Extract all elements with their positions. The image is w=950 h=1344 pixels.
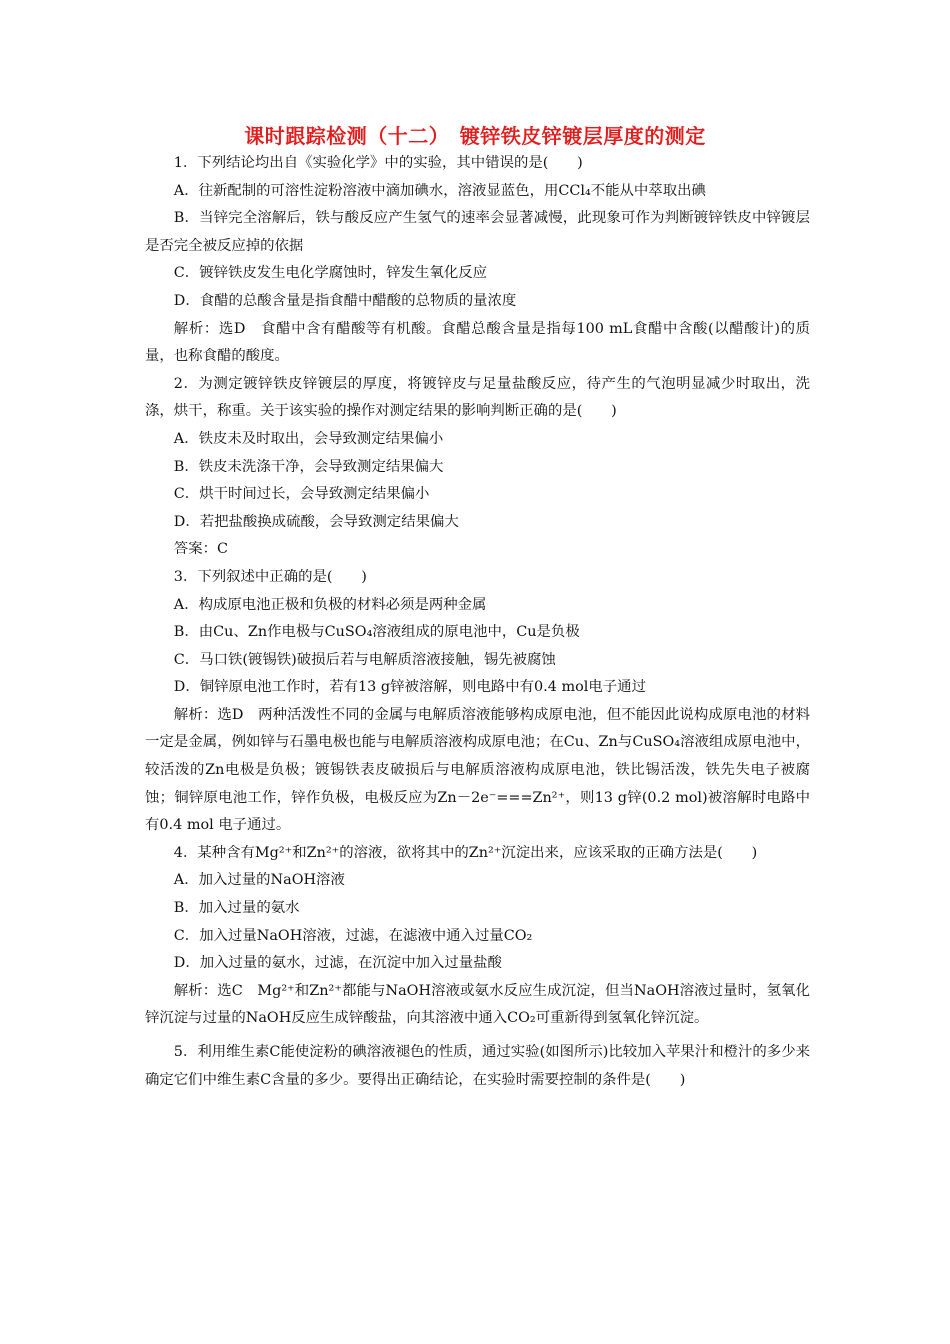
question-3-analysis: 解析：选D 两种活泼性不同的金属与电解质溶液能够构成原电池，但不能因此说构成原电池的材料一定是金属，例如锌与石墨电极也能与电解质溶液构成原电池；在Cu、Zn与CuSO₄溶液组成原电池中，较活泼的Zn电极是负极；镀锡铁表皮破损后与电解质溶液构成原电池，铁比锡活泼，铁先失电子被腐蚀；铜锌原电池工作，锌作负极，电极反应为Zn－2e⁻===Zn²⁺，则13 g锌(0.2 mol)被溶解时电路中有0.4 mol 电子通过。 [145,706,810,834]
question-2-stem: 2．为测定镀锌铁皮锌镀层的厚度，将镀锌皮与足量盐酸反应，待产生的气泡明显减少时取出，洗涤，烘干，称重。关于该实验的操作对测定结果的影响判断正确的是( ) [145,375,810,420]
question-3-stem: 3．下列叙述中正确的是( ) [173,568,367,585]
question-4-stem: 4．某种含有Mg²⁺和Zn²⁺的溶液，欲将其中的Zn²⁺沉淀出来，应该采取的正确方法是( ) [173,844,758,861]
page-title: 课时跟踪检测（十二） 镀锌铁皮锌镀层厚度的测定 [244,124,706,148]
question-1-option-a: A．往新配制的可溶性淀粉溶液中滴加碘水，溶液显蓝色，用CCl₄不能从中萃取出碘 [173,182,706,199]
question-3-option-d: D．铜锌原电池工作时，若有13 g锌被溶解，则电路中有0.4 mol电子通过 [173,679,646,696]
question-1-stem: 1．下列结论均出自《实验化学》中的实验，其中错误的是( ) [173,155,583,171]
question-4-analysis: 解析：选C Mg²⁺和Zn²⁺都能与NaOH溶液或氨水反应生成沉淀，但当NaOH溶液过量时，氢氧化锌沉淀与过量的NaOH反应生成锌酸盐，向其溶液中通入CO₂可重新得到氢氧化锌沉淀。 [145,982,810,1027]
question-2-option-a: A．铁皮未及时取出，会导致测定结果偏小 [173,430,444,447]
question-1-analysis: 解析：选D 食醋中含有醋酸等有机酸。食醋总酸含量是指每100 mL食醋中含酸(以醋酸计)的质量，也称食醋的酸度。 [145,320,810,365]
question-4-option-b: B．加入过量的氨水 [173,900,300,917]
question-1-option-d: D．食醋的总酸含量是指食醋中醋酸的总物质的量浓度 [173,292,517,309]
question-4-option-a: A．加入过量的NaOH溶液 [173,872,345,889]
question-4-option-c: C．加入过量NaOH溶液，过滤，在滤液中通入过量CO₂ [173,927,533,944]
question-3-option-c: C．马口铁(镀锡铁)破损后若与电解质溶液接触，锡先被腐蚀 [173,651,556,668]
document-body [145,150,810,1094]
question-3-option-b: B．由Cu、Zn作电极与CuSO₄溶液组成的原电池中，Cu是负极 [173,624,580,641]
question-5-stem: 5．利用维生素C能使淀粉的碘溶液褪色的性质，通过实验(如图所示)比较加入苹果汁和橙汁的多少来确定它们中维生素C含量的多少。要得出正确结论，在实验时需要控制的条件是( ) [145,1044,810,1088]
question-1-option-b: B．当锌完全溶解后，铁与酸反应产生氢气的速率会显著减慢，此现象可作为判断镀锌铁皮中锌镀层是否完全被反应掉的依据 [145,210,810,254]
question-3-option-a: A．构成原电池正极和负极的材料必须是两种金属 [173,596,487,613]
question-2-option-d: D．若把盐酸换成硫酸，会导致测定结果偏大 [173,513,459,530]
question-4-option-d: D．加入过量的氨水，过滤，在沉淀中加入过量盐酸 [173,955,502,972]
question-2-answer: 答案：C [173,541,228,558]
question-2-option-b: B．铁皮未洗涤干净，会导致测定结果偏大 [173,458,444,475]
question-1-option-c: C．镀锌铁皮发生电化学腐蚀时，锌发生氧化反应 [173,265,488,282]
question-2-option-c: C．烘干时间过长，会导致测定结果偏小 [173,486,430,503]
